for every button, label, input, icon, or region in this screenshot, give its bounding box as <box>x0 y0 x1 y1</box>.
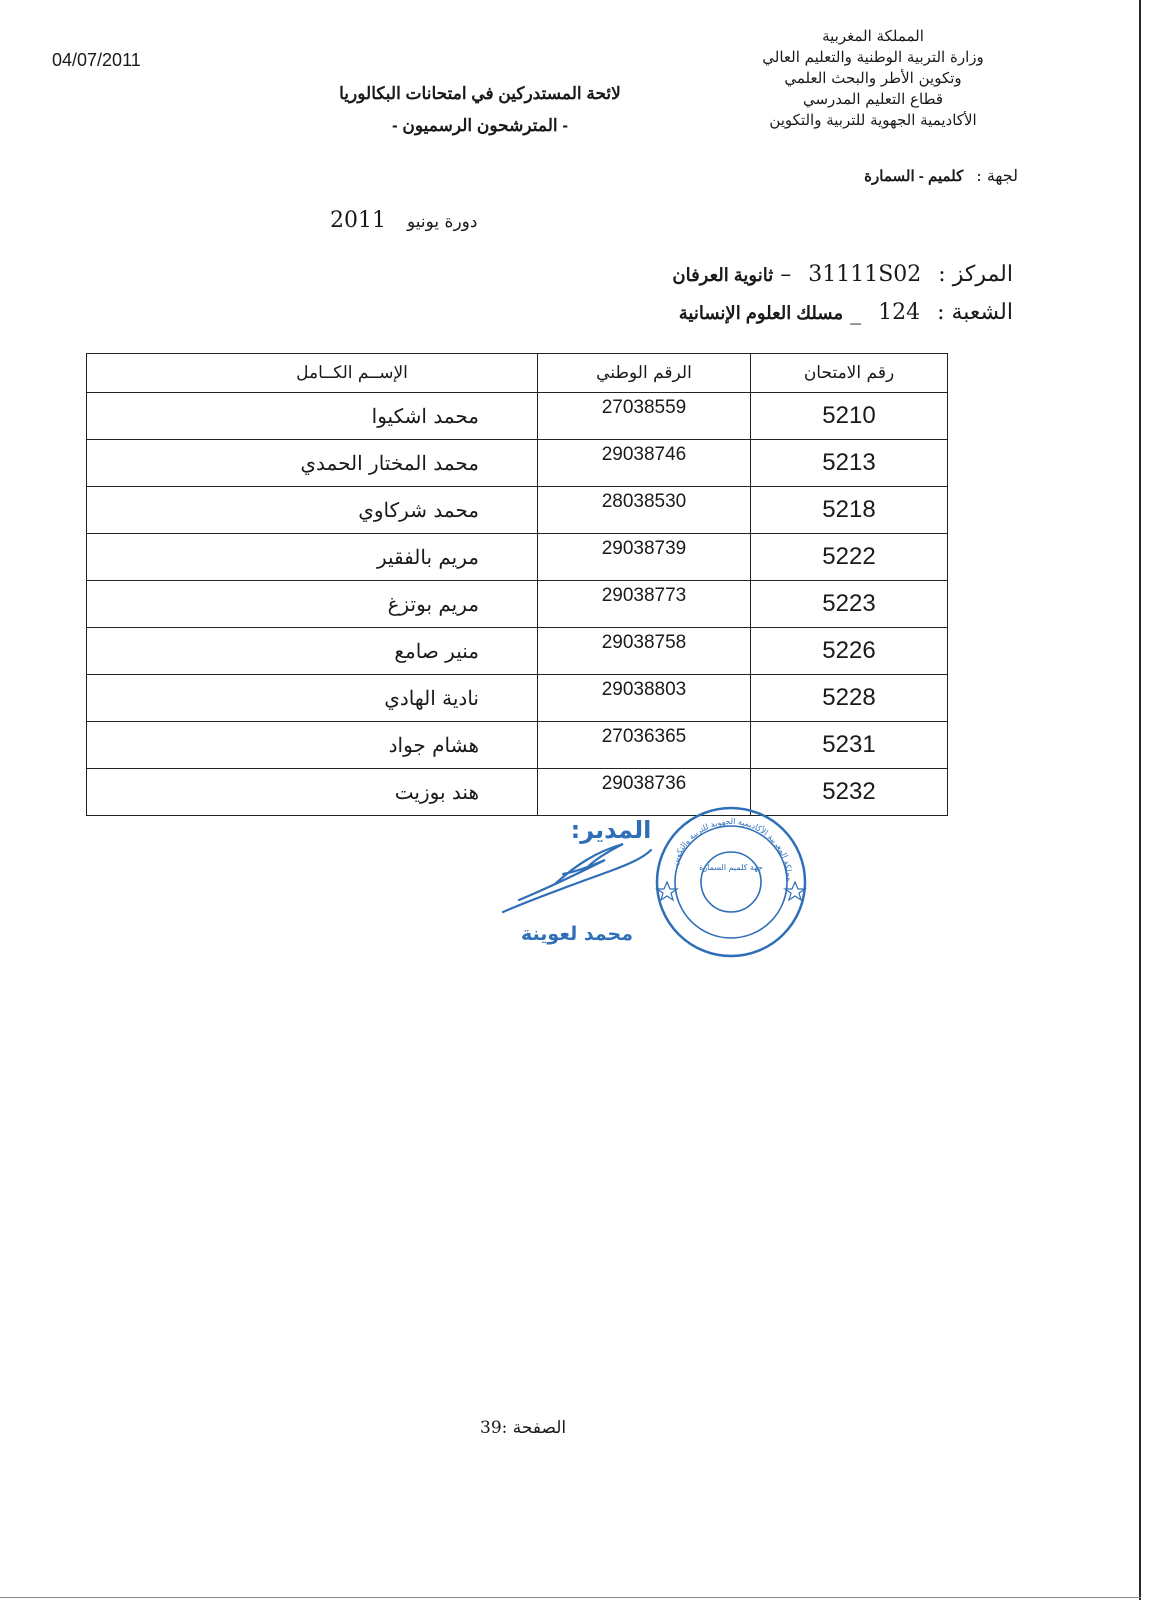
table-row <box>87 393 948 440</box>
region-line <box>864 166 1018 185</box>
header-line-kingdom: المملكة المغربية <box>822 27 924 45</box>
cell-national-number: 29038758 <box>538 628 751 675</box>
title-line-1: لائحة المستدركين في امتحانات البكالوريا <box>339 84 621 103</box>
director-title: المدير: <box>570 816 652 844</box>
header-full-name: الإســم الكــامل <box>87 354 538 393</box>
cell-full-name: مريم بالفقير <box>87 534 538 581</box>
branch-label: الشعبة : <box>937 300 1013 325</box>
cell-exam-number: 5231 <box>751 722 948 769</box>
page-bottom-edge <box>0 1597 1141 1598</box>
header-line-sector: قطاع التعليم المدرسي <box>802 90 944 108</box>
cell-national-number: 29038736 <box>538 769 751 816</box>
table-header-row <box>87 354 948 393</box>
cell-exam-number: 5232 <box>751 769 948 816</box>
table-row <box>87 581 948 628</box>
signature-scribble-icon <box>503 844 651 912</box>
cell-full-name: محمد اشكيوا <box>87 393 538 440</box>
header-national-number: الرقم الوطني <box>538 354 751 393</box>
page-number-value: :39 <box>480 1418 508 1438</box>
cell-national-number: 29038746 <box>538 440 751 487</box>
page-number <box>480 1418 566 1438</box>
document-title <box>290 78 670 142</box>
region-value: كلميم - السمارة <box>864 168 964 185</box>
cell-full-name: محمد شركاوي <box>87 487 538 534</box>
center-label: المركز : <box>938 262 1013 287</box>
cell-full-name: هشام جواد <box>87 722 538 769</box>
cell-exam-number: 5210 <box>751 393 948 440</box>
exam-center-line <box>672 262 1013 287</box>
cell-exam-number: 5228 <box>751 675 948 722</box>
cell-full-name: هند بوزيت <box>87 769 538 816</box>
cell-exam-number: 5213 <box>751 440 948 487</box>
exam-session <box>330 208 477 233</box>
branch-code: 124 <box>878 300 921 325</box>
session-year: 2011 <box>330 208 386 233</box>
table-row <box>87 534 948 581</box>
print-date: 04/07/2011 <box>52 50 141 70</box>
branch-separator: _ <box>850 300 862 325</box>
seal-ring-text: مملكة المغربية الأكاديمية الجهوية للتربية والتكوين <box>669 816 795 882</box>
cell-exam-number: 5222 <box>751 534 948 581</box>
cell-exam-number: 5226 <box>751 628 948 675</box>
director-name: محمد لعوينة <box>521 923 633 945</box>
cell-national-number: 29038773 <box>538 581 751 628</box>
cell-full-name: منير صامع <box>87 628 538 675</box>
cell-national-number: 27036365 <box>538 722 751 769</box>
director-signature-stamp <box>495 800 815 970</box>
table-row <box>87 628 948 675</box>
session-label: دورة يونيو <box>407 212 478 232</box>
title-line-2: - المترشحون الرسميون - <box>392 116 568 135</box>
cell-exam-number: 5223 <box>751 581 948 628</box>
candidates-table <box>86 353 948 816</box>
branch-name: مسلك العلوم الإنسانية <box>678 303 844 323</box>
header-line-training: وتكوين الأطر والبحث العلمي <box>784 69 962 87</box>
seal-center-text: جهة كلميم السمارة <box>699 863 763 872</box>
table-row <box>87 440 948 487</box>
cell-national-number: 28038530 <box>538 487 751 534</box>
center-name: ثانوية العرفان <box>672 265 774 285</box>
center-code: 31111S02 <box>808 262 922 287</box>
cell-full-name: مريم بوتزغ <box>87 581 538 628</box>
header-line-academy: الأكاديمية الجهوية للتربية والتكوين <box>769 111 977 129</box>
table-row <box>87 487 948 534</box>
header-exam-number: رقم الامتحان <box>751 354 948 393</box>
center-separator: – <box>780 262 792 287</box>
region-label: لجهة : <box>976 166 1018 185</box>
header-line-ministry: وزارة التربية الوطنية والتعليم العالي <box>762 48 984 66</box>
ministry-header <box>723 26 1023 131</box>
cell-exam-number: 5218 <box>751 487 948 534</box>
page-right-edge <box>1139 0 1141 1600</box>
branch-line <box>679 300 1013 325</box>
cell-national-number: 29038739 <box>538 534 751 581</box>
cell-national-number: 27038559 <box>538 393 751 440</box>
cell-full-name: نادية الهادي <box>87 675 538 722</box>
table-row <box>87 675 948 722</box>
page-label: الصفحة <box>512 1418 567 1438</box>
cell-national-number: 29038803 <box>538 675 751 722</box>
cell-full-name: محمد المختار الحمدي <box>87 440 538 487</box>
table-row <box>87 722 948 769</box>
